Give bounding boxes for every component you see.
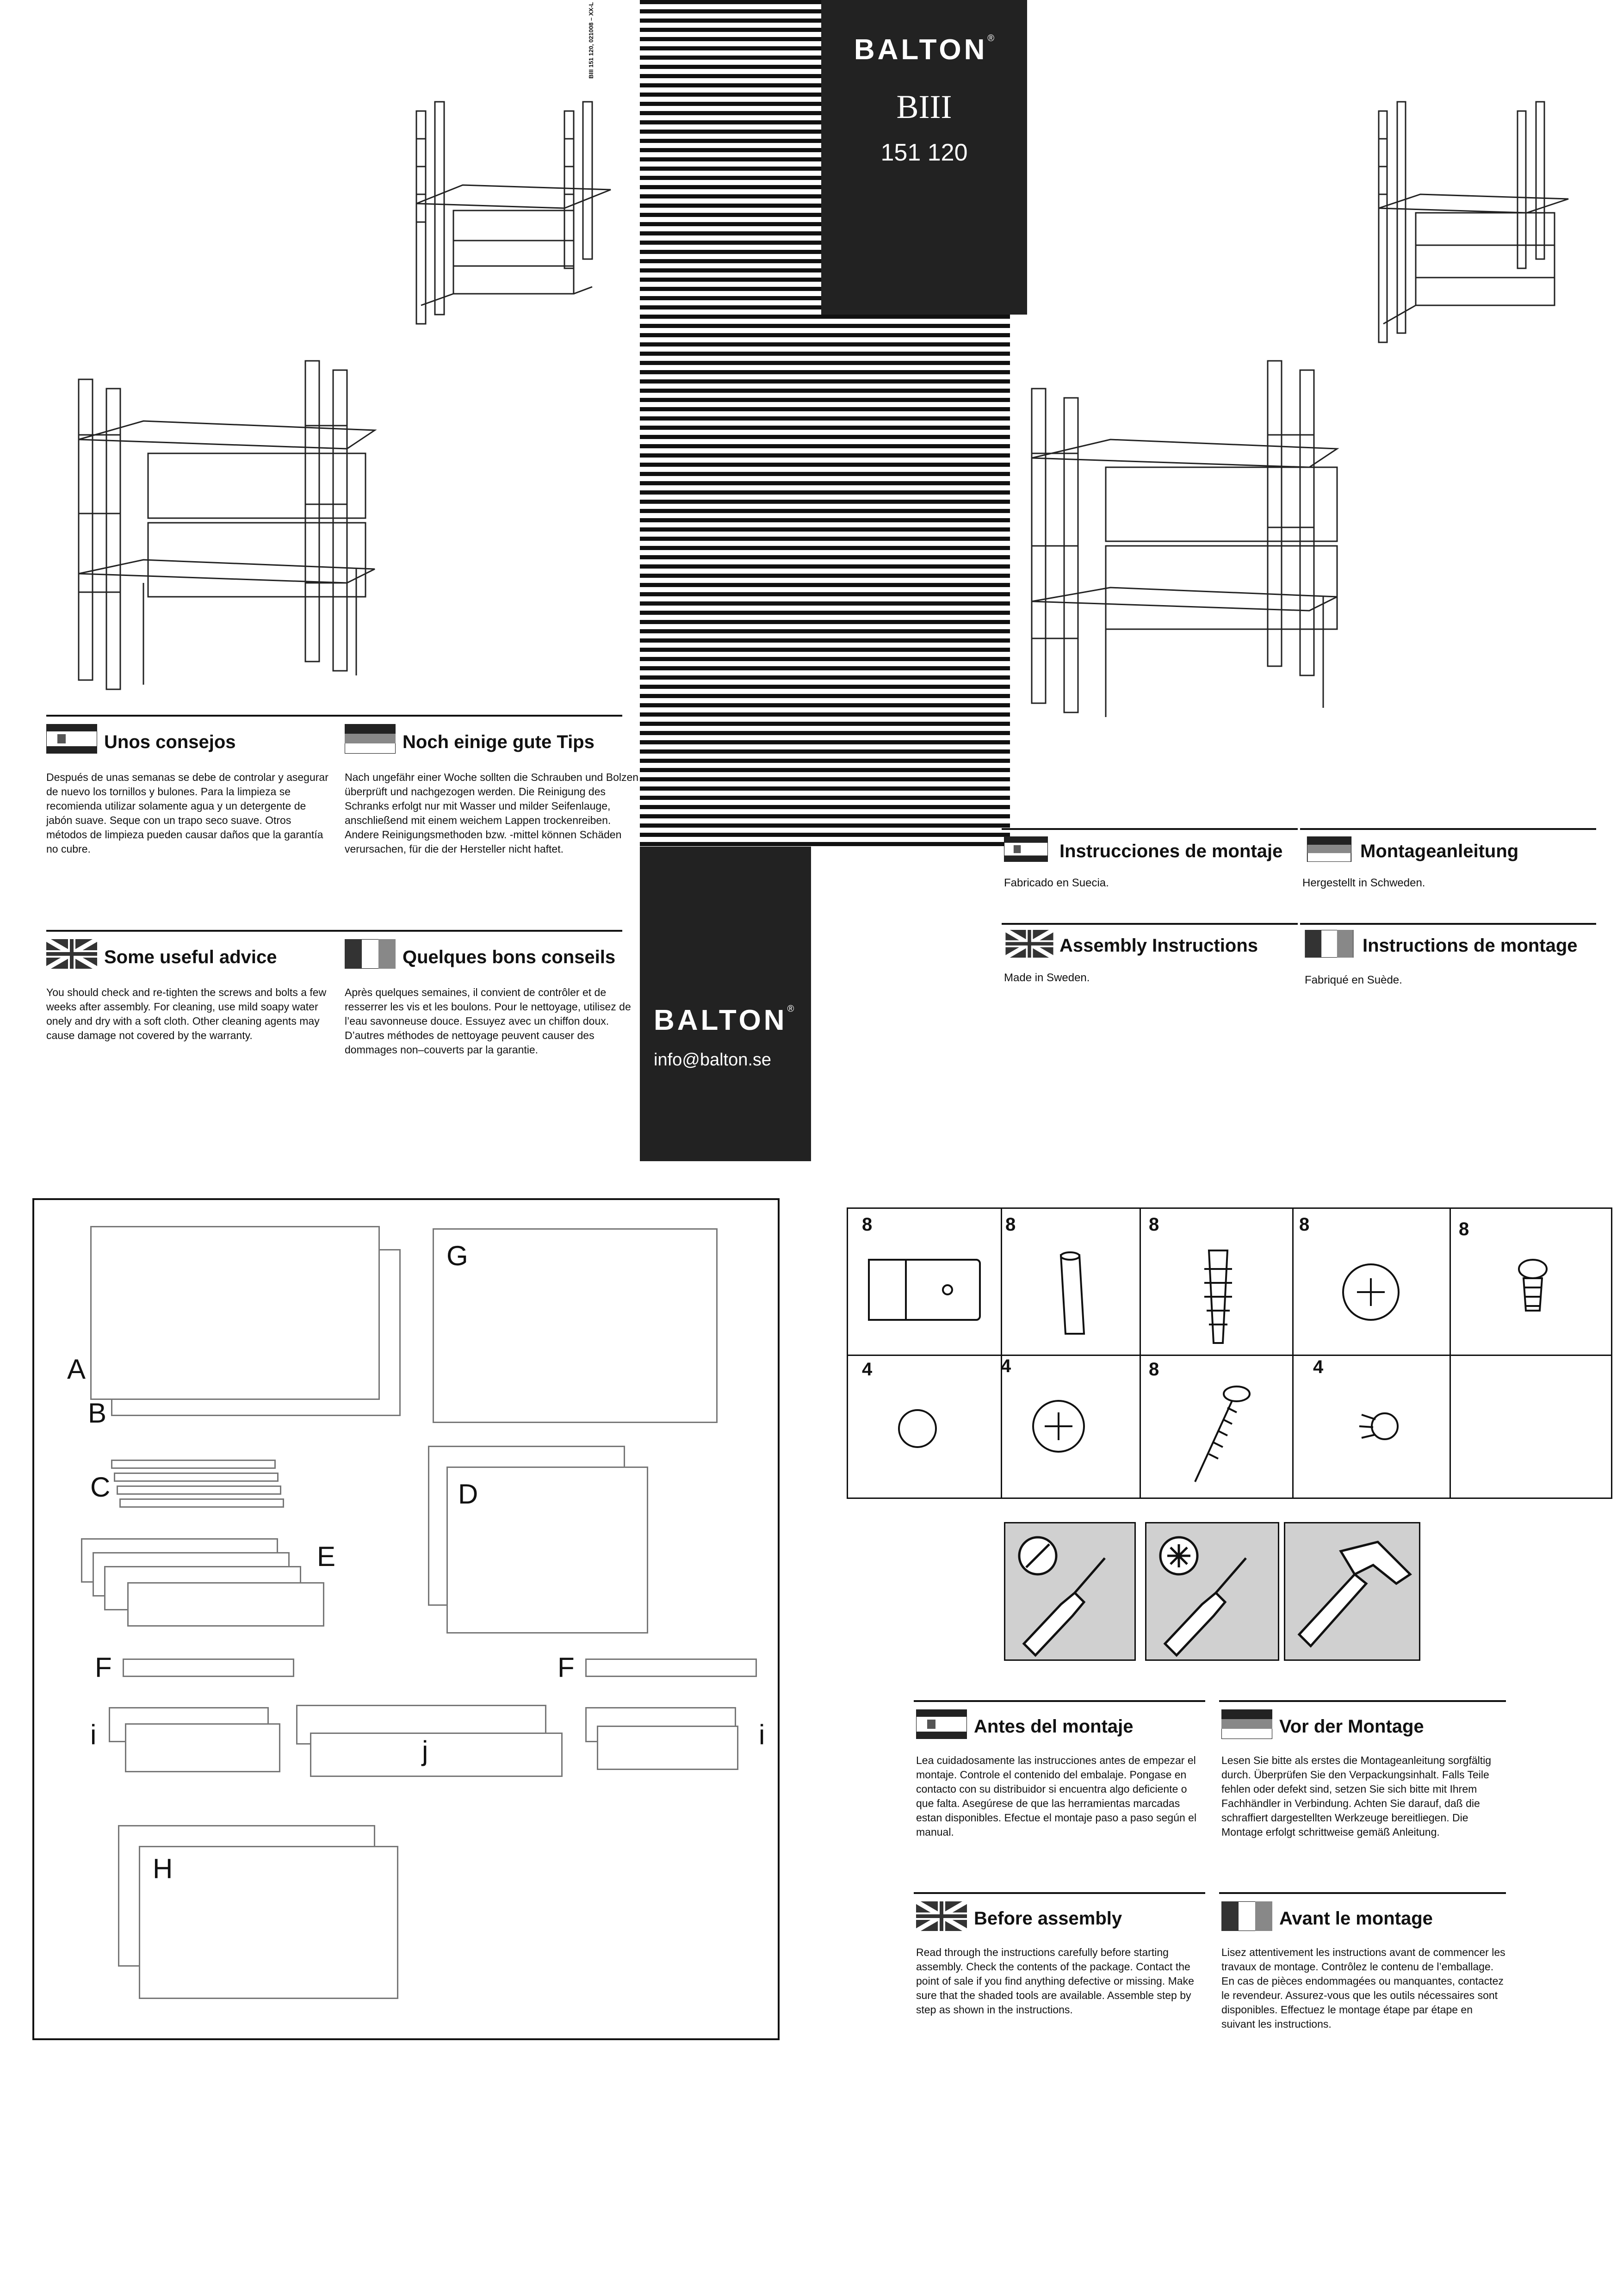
hardware-count: 8 [1149, 1359, 1159, 1380]
hardware-count: 8 [1149, 1214, 1159, 1235]
brand-logo: BALTON [854, 34, 988, 66]
advice-es-text: Después de unas semanas se debe de controlar y asegurar de nuevo los tornillos y bulones. Para la limpieza se recomienda utilizar solamente agua y un detergente de jabón suave. Seque con un trapo seco suave. Otros métodos de limpieza pueden causar daños que la garantía no cubre. [46, 771, 328, 855]
before-es-title: Antes del montaje [974, 1716, 1134, 1737]
instr-fr-title: Instructions de montage [1363, 935, 1578, 956]
part-letter-b: B [88, 1398, 107, 1429]
advice-en-rule [46, 930, 365, 932]
advice-es-title: Unos consejos [104, 732, 236, 752]
spain-flag-icon [916, 1709, 967, 1739]
tool-phillips-screwdriver [1145, 1522, 1279, 1661]
model-number: 151 120 [880, 139, 968, 166]
instr-fr-text: Fabriqué en Suède. [1305, 974, 1402, 986]
part-f-runner-left [123, 1659, 294, 1677]
advice-de-rule [345, 715, 622, 717]
part-letter-i-right: i [759, 1719, 765, 1750]
cam-bolt-icon [1190, 1232, 1246, 1352]
hardware-count: 4 [1313, 1357, 1324, 1377]
part-c-rails [111, 1460, 282, 1510]
tool-flat-screwdriver [1004, 1522, 1136, 1661]
cover-cap-icon [892, 1403, 943, 1454]
contact-email: info@balton.se [654, 1050, 772, 1070]
part-letter-h: H [153, 1853, 173, 1884]
uk-flag-icon [46, 939, 97, 969]
part-e-boards [81, 1538, 331, 1631]
germany-flag-icon [345, 724, 396, 754]
instr-en-text: Made in Sweden. [1004, 972, 1090, 984]
part-i-board-left [125, 1723, 280, 1772]
wood-screw-icon [1177, 1375, 1260, 1491]
part-letter-a: A [67, 1354, 86, 1385]
before-fr-rule [1219, 1892, 1506, 1894]
instr-de-rule [1300, 828, 1596, 830]
advice-es-rule [46, 715, 365, 717]
part-f-runner-right [585, 1659, 757, 1677]
part-letter-j: j [422, 1735, 428, 1766]
part-letter-c: C [90, 1472, 111, 1503]
advice-fr-title: Quelques bons conseils [403, 947, 616, 967]
flat-screwdriver-icon [1005, 1523, 1134, 1659]
tool-hammer [1284, 1522, 1420, 1661]
instr-es-title: Instrucciones de montaje [1059, 841, 1283, 861]
hardware-count: 4 [1001, 1356, 1011, 1376]
instr-en-title: Assembly Instructions [1059, 935, 1258, 956]
advice-en-text: You should check and re-tighten the screws and bolts a few weeks after assembly. For cleaning, use mild soapy water onely and dry with a soft cloth. Other cleaning agents may cause damage not covered by the warranty. [46, 986, 327, 1041]
advice-en-title: Some useful advice [104, 947, 277, 967]
hardware-table [847, 1207, 1612, 1499]
decorative-stripes-middle [640, 315, 1010, 847]
part-j-board [310, 1733, 563, 1777]
cam-lock-icon [1334, 1255, 1408, 1329]
back-brand-logo: BALTON [654, 1004, 787, 1036]
before-de-title: Vor der Montage [1279, 1716, 1424, 1737]
shelf-illustration-small-right [1365, 93, 1578, 352]
machine-screw-icon [1352, 1394, 1417, 1459]
cover-panel [821, 0, 1027, 315]
advice-fr-rule [345, 930, 622, 932]
part-letter-e: E [317, 1541, 336, 1572]
before-fr-title: Avant le montage [1279, 1908, 1433, 1929]
wooden-dowel-icon [1042, 1250, 1098, 1343]
advice-de-title: Noch einige gute Tips [403, 732, 595, 752]
france-flag-icon [1221, 1901, 1272, 1931]
small-screw-icon [1510, 1255, 1556, 1320]
bracket-icon [860, 1246, 989, 1338]
decorative-stripes-top [640, 0, 823, 315]
shelf-illustration-large-left [69, 352, 393, 703]
shelf-illustration-large-right [1022, 352, 1356, 731]
instr-de-text: Hergestellt in Schweden. [1302, 877, 1425, 889]
part-letter-i-left: i [90, 1719, 97, 1750]
instr-en-rule [1002, 923, 1298, 925]
product-code-vertical: BIII 151 120, 021008 – XX-L [588, 2, 595, 79]
part-letter-f-left: F [95, 1652, 112, 1683]
hardware-count: 8 [862, 1214, 873, 1235]
back-panel [640, 847, 811, 1161]
hardware-count: 8 [1005, 1214, 1016, 1235]
registered-mark: ® [987, 33, 995, 43]
part-letter-g: G [446, 1240, 468, 1271]
instr-es-rule [1002, 828, 1298, 830]
france-flag-icon [345, 939, 396, 969]
phillips-screwdriver-icon [1146, 1523, 1278, 1659]
instr-es-text: Fabricado en Suecia. [1004, 877, 1109, 889]
germany-flag-icon [1304, 836, 1355, 862]
advice-fr-text: Après quelques semaines, il convient de contrôler et de resserrer les vis et les boulons. Pour le nettoyage, utilisez de l’eau savonneuse douce. Essuyez avec un chiffon doux. D’autres méthodes de nettoyage peuvent causer des dommages non–couverts par la garantie. [345, 986, 631, 1056]
uk-flag-icon [1004, 930, 1055, 958]
part-h-panel [139, 1846, 398, 1999]
before-fr-text: Lisez attentivement les instructions avant de commencer les travaux de montage. Contrôlez le contenu de l’emballage. En cas de pièces endommagées ou manquantes, contactez le revendeur. Assurez-vous que les outils nécessaires sont disponibles. Effectuez le montage étape par étape en suivant les instructions. [1221, 1946, 1505, 2030]
instr-de-title: Montageanleitung [1360, 841, 1519, 861]
part-i-board-right [597, 1726, 738, 1770]
part-letter-f-right: F [558, 1652, 575, 1683]
before-en-title: Before assembly [974, 1908, 1122, 1929]
cam-lock-small-icon [1022, 1389, 1096, 1463]
hardware-count: 4 [862, 1359, 873, 1380]
before-es-rule [914, 1700, 1205, 1702]
before-en-text: Read through the instructions carefully before starting assembly. Check the contents of the package. Contact the point of sale if you find anything defective or missing. Make sure that the shaded tools are available. Assemble step by step as shown in the instructions. [916, 1946, 1194, 2016]
hardware-count: 8 [1299, 1214, 1310, 1235]
before-en-rule [914, 1892, 1205, 1894]
part-letter-d: D [458, 1479, 478, 1510]
hardware-count: 8 [1459, 1219, 1469, 1239]
part-a-panel [90, 1226, 380, 1400]
instr-fr-rule [1300, 923, 1596, 925]
shelf-illustration-small-left [407, 93, 620, 333]
before-es-text: Lea cuidadosamente las instrucciones antes de empezar el montaje. Controle el contenido del embalaje. Pongase en contacto con su distribuidor si encuentra algo deficiente o que falta. Asegúrese de que las herramientas marcadas estan disponibles. Efectue el montaje paso a paso según el manual. [916, 1754, 1197, 1838]
france-flag-icon [1304, 930, 1355, 958]
before-de-rule [1219, 1700, 1506, 1702]
back-registered-mark: ® [787, 1004, 794, 1014]
spain-flag-icon [46, 724, 97, 754]
hammer-icon [1285, 1523, 1419, 1659]
uk-flag-icon [916, 1901, 967, 1931]
spain-flag-icon [1004, 836, 1048, 862]
advice-de-text: Nach ungefähr einer Woche sollten die Schrauben und Bolzen überprüft und nachgezogen werden. Die Reinigung des Schranks erfolgt nur mit Wasser und milder Seifenlauge, anschließend mit einem weichem Lappen trockenreiben. Andere Reinigungsmethoden bzw. -mittel können Schäden verursachen, für die der Hersteller nicht haftet. [345, 771, 639, 855]
germany-flag-icon [1221, 1709, 1272, 1739]
before-de-text: Lesen Sie bitte als erstes die Montageanleitung sorgfältig durch. Überprüfen Sie den Verpackungsinhalt. Falls Teile fehlen oder defekt sind, setzen Sie sich bitte mit Ihrem Fachhändler in Verbindung. Achten Sie darauf, daß die schraffiert dargestellten Werkzeuge bereitliegen. Die Montage erfolgt schrittweise gemäß Anleitung. [1221, 1754, 1492, 1838]
part-g-panel [433, 1228, 718, 1423]
model-name: BIII [896, 88, 952, 125]
